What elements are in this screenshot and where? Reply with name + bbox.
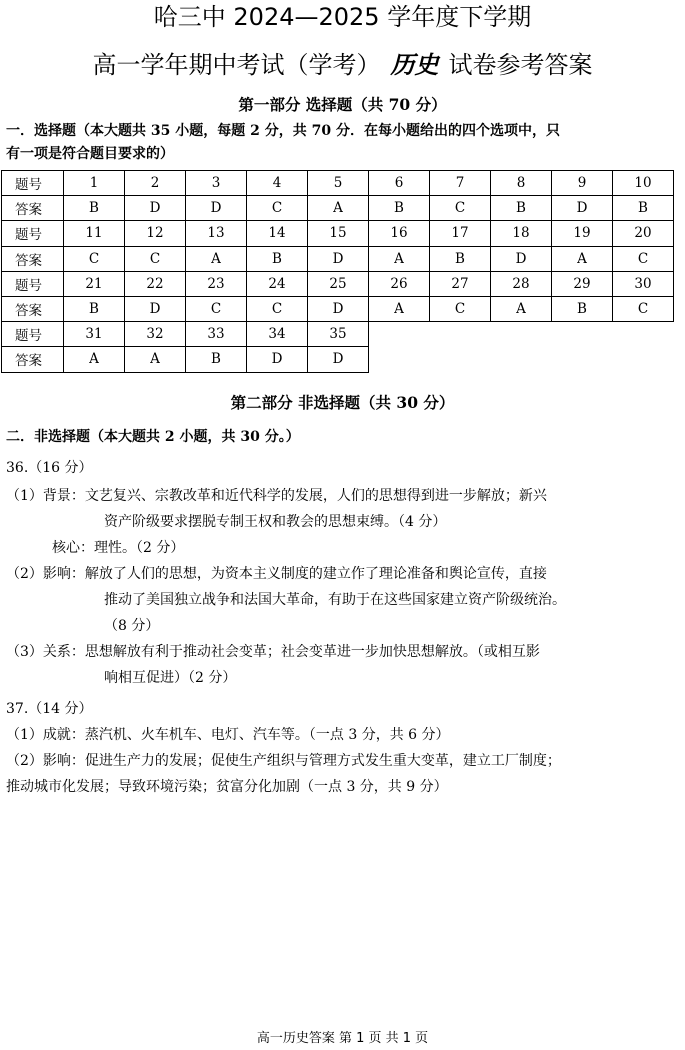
answer-cell: A [369, 296, 430, 321]
empty-cell [552, 347, 613, 372]
answer-cell: C [430, 296, 491, 321]
empty-cell [369, 347, 430, 372]
answer-cell: C [430, 196, 491, 221]
part2-title: 第二部分 非选择题（共 30 分） [230, 393, 455, 412]
q36-line: （1）背景：文艺复兴、宗教改革和近代科学的发展，人们的思想得到进一步解放；新兴 [6, 488, 547, 504]
q37-heading: 37.（14 分） [6, 701, 93, 717]
answer-cell: D [308, 296, 369, 321]
empty-cell [613, 347, 674, 372]
subtitle-prefix: 高一学年期中考试（学考） [92, 51, 381, 79]
q36-line: 核心：理性。（2 分） [52, 540, 185, 556]
document-title: 哈三中 2024—2025 学年度下学期 [153, 3, 532, 31]
question-number-cell: 28 [491, 271, 552, 296]
answer-cell: A [308, 196, 369, 221]
answer-cell: D [125, 196, 186, 221]
question-number-cell: 13 [186, 221, 247, 246]
question-number-cell: 22 [125, 271, 186, 296]
question-number-cell: 21 [64, 271, 125, 296]
answer-cell: A [552, 246, 613, 271]
row-label-answer: 答案 [2, 196, 64, 221]
q36-line: （3）关系：思想解放有利于推动社会变革；社会变革进一步加快思想解放。（或相互影 [6, 644, 540, 660]
answer-cell: D [247, 347, 308, 372]
row-label-number: 题号 [2, 171, 64, 196]
question-number-cell: 27 [430, 271, 491, 296]
question-number-cell: 9 [552, 171, 613, 196]
answer-cell: A [125, 347, 186, 372]
part1-title: 第一部分 选择题（共 70 分） [238, 95, 447, 114]
question-number-row [2, 221, 674, 246]
empty-cell [430, 322, 491, 347]
question-number-cell: 19 [552, 221, 613, 246]
answer-cell: B [186, 347, 247, 372]
answer-row [2, 196, 674, 221]
answer-cell: B [247, 246, 308, 271]
question-number-cell: 20 [613, 221, 674, 246]
question-number-cell: 16 [369, 221, 430, 246]
part2-instruction: 二．非选择题（本大题共 2 小题，共 30 分。） [6, 429, 300, 445]
answer-cell: C [247, 196, 308, 221]
answer-cell: B [491, 196, 552, 221]
answer-cell: C [186, 296, 247, 321]
answer-cell: B [552, 296, 613, 321]
answer-cell: C [125, 246, 186, 271]
answer-cell: C [64, 246, 125, 271]
answer-cell: A [64, 347, 125, 372]
question-number-cell: 30 [613, 271, 674, 296]
q36-line: （2）影响：解放了人们的思想，为资本主义制度的建立作了理论准备和舆论宣传，直接 [6, 566, 547, 582]
answer-table [1, 170, 674, 373]
question-number-cell: 12 [125, 221, 186, 246]
question-number-cell: 2 [125, 171, 186, 196]
question-number-cell: 15 [308, 221, 369, 246]
question-number-cell: 8 [491, 171, 552, 196]
answer-cell: C [247, 296, 308, 321]
empty-cell [613, 322, 674, 347]
page-footer: 高一历史答案 第 1 页 共 1 页 [256, 1031, 429, 1046]
row-label-number: 题号 [2, 271, 64, 296]
answer-cell: B [64, 296, 125, 321]
question-number-cell: 3 [186, 171, 247, 196]
question-number-cell: 23 [186, 271, 247, 296]
question-number-cell: 33 [186, 322, 247, 347]
answer-cell: D [186, 196, 247, 221]
answer-cell: B [369, 196, 430, 221]
question-number-cell: 18 [491, 221, 552, 246]
document-subtitle [0, 48, 685, 82]
answer-cell: A [491, 296, 552, 321]
question-number-cell: 1 [64, 171, 125, 196]
question-number-cell: 10 [613, 171, 674, 196]
row-label-answer: 答案 [2, 296, 64, 321]
part1-instruction [6, 120, 682, 166]
question-number-cell: 26 [369, 271, 430, 296]
answer-cell: D [491, 246, 552, 271]
question-number-cell: 11 [64, 221, 125, 246]
question-number-cell: 6 [369, 171, 430, 196]
question-number-cell: 4 [247, 171, 308, 196]
empty-cell [491, 322, 552, 347]
q37-line: 推动城市化发展；导致环境污染；贫富分化加剧（一点 3 分，共 9 分） [6, 779, 448, 795]
empty-cell [552, 322, 613, 347]
answer-cell: B [430, 246, 491, 271]
q36-line: 推动了美国独立战争和法国大革命，有助于在这些国家建立资产阶级统治。 [104, 592, 566, 608]
answer-cell: C [613, 296, 674, 321]
answer-cell: A [186, 246, 247, 271]
answer-cell: D [308, 246, 369, 271]
empty-cell [491, 347, 552, 372]
question-number-cell: 17 [430, 221, 491, 246]
q37-line: （1）成就：蒸汽机、火车机车、电灯、汽车等。（一点 3 分，共 6 分） [6, 727, 450, 743]
question-number-cell: 14 [247, 221, 308, 246]
question-number-cell: 34 [247, 322, 308, 347]
answer-cell: B [64, 196, 125, 221]
part1-instruction-line1: 一．选择题（本大题共 35 小题，每题 2 分，共 70 分．在每小题给出的四个选项中，只 [6, 123, 560, 139]
question-number-cell: 35 [308, 322, 369, 347]
question-number-cell: 7 [430, 171, 491, 196]
answer-cell: D [308, 347, 369, 372]
row-label-number: 题号 [2, 322, 64, 347]
answer-cell: C [613, 246, 674, 271]
answer-cell: D [125, 296, 186, 321]
question-number-cell: 29 [552, 271, 613, 296]
q36-line: 响相互促进）（2 分） [104, 670, 237, 686]
question-number-cell: 32 [125, 322, 186, 347]
q36-line: 资产阶级要求摆脱专制王权和教会的思想束缚。（4 分） [104, 514, 447, 530]
answer-cell: D [552, 196, 613, 221]
question-number-cell: 5 [308, 171, 369, 196]
subtitle-suffix: 试卷参考答案 [448, 51, 593, 79]
answer-cell: B [613, 196, 674, 221]
answer-row [2, 296, 674, 321]
row-label-number: 题号 [2, 221, 64, 246]
part1-instruction-line2: 有一项是符合题目要求的） [6, 146, 174, 162]
empty-cell [369, 322, 430, 347]
q37-line: （2）影响：促进生产力的发展；促使生产组织与管理方式发生重大变革，建立工厂制度； [6, 753, 561, 769]
question-number-cell: 31 [64, 322, 125, 347]
question-number-cell: 25 [308, 271, 369, 296]
answer-cell: A [369, 246, 430, 271]
row-label-answer: 答案 [2, 347, 64, 372]
q36-line: （8 分） [104, 618, 160, 634]
empty-cell [430, 347, 491, 372]
question-number-row [2, 171, 674, 196]
question-number-row [2, 271, 674, 296]
answer-row [2, 246, 674, 271]
question-number-cell: 24 [247, 271, 308, 296]
subject-name: 历史 [390, 50, 439, 79]
q36-heading: 36.（16 分） [6, 460, 93, 476]
row-label-answer: 答案 [2, 246, 64, 271]
question-number-row [2, 322, 674, 347]
answer-row [2, 347, 674, 372]
